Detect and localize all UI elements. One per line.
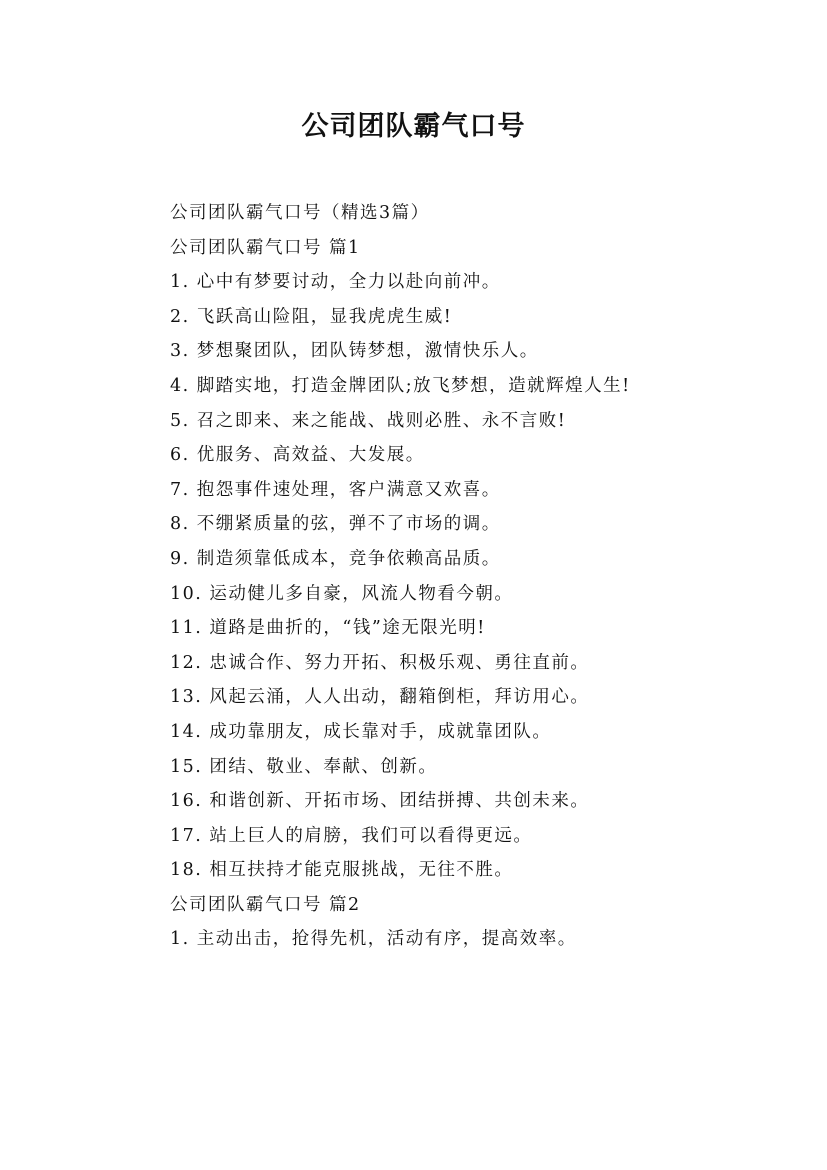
list-item: 8. 不绷紧质量的弦，弹不了市场的调。: [170, 514, 501, 535]
list-item: 5. 召之即来、来之能战、战则必胜、永不言败!: [170, 410, 567, 431]
document-body: [170, 196, 790, 957]
list-item: 18. 相互扶持才能克服挑战，无往不胜。: [170, 860, 514, 881]
list-item: 11. 道路是曲折的，“钱”途无限光明!: [170, 618, 486, 639]
list-item: 9. 制造须靠低成本，竞争依赖高品质。: [170, 548, 501, 569]
list-item: 12. 忠诚合作、努力开拓、积极乐观、勇往直前。: [170, 652, 590, 673]
list-item: 2. 飞跃高山险阻，显我虎虎生威!: [170, 306, 453, 327]
section-heading: 公司团队霸气口号 篇1: [170, 237, 361, 258]
list-item: 13. 风起云涌，人人出动，翻箱倒柜，拜访用心。: [170, 687, 590, 708]
list-item: 1. 心中有梦要讨动，全力以赴向前冲。: [170, 272, 501, 293]
list-item: 3. 梦想聚团队，团队铸梦想，激情快乐人。: [170, 341, 539, 362]
list-item: 7. 抱怨事件速处理，客户满意又欢喜。: [170, 479, 501, 500]
section-heading: 公司团队霸气口号 篇2: [170, 894, 361, 915]
list-item: 6. 优服务、高效益、大发展。: [170, 445, 425, 466]
list-item: 15. 团结、敬业、奉献、创新。: [170, 756, 438, 777]
page-title: 公司团队霸气口号: [301, 111, 526, 142]
intro-line: 公司团队霸气口号（精选3篇）: [170, 203, 430, 223]
list-item: 4. 脚踏实地，打造金牌团队;放飞梦想，造就辉煌人生!: [170, 375, 631, 396]
list-item: 1. 主动出击，抢得先机，活动有序，提高效率。: [170, 929, 577, 950]
list-item: 10. 运动健儿多自豪，风流人物看今朝。: [170, 583, 514, 604]
list-item: 17. 站上巨人的肩膀，我们可以看得更远。: [170, 825, 533, 846]
list-item: 16. 和谐创新、开拓市场、团结拼搏、共创未来。: [170, 791, 590, 812]
list-item: 14. 成功靠朋友，成长靠对手，成就靠团队。: [170, 721, 552, 742]
